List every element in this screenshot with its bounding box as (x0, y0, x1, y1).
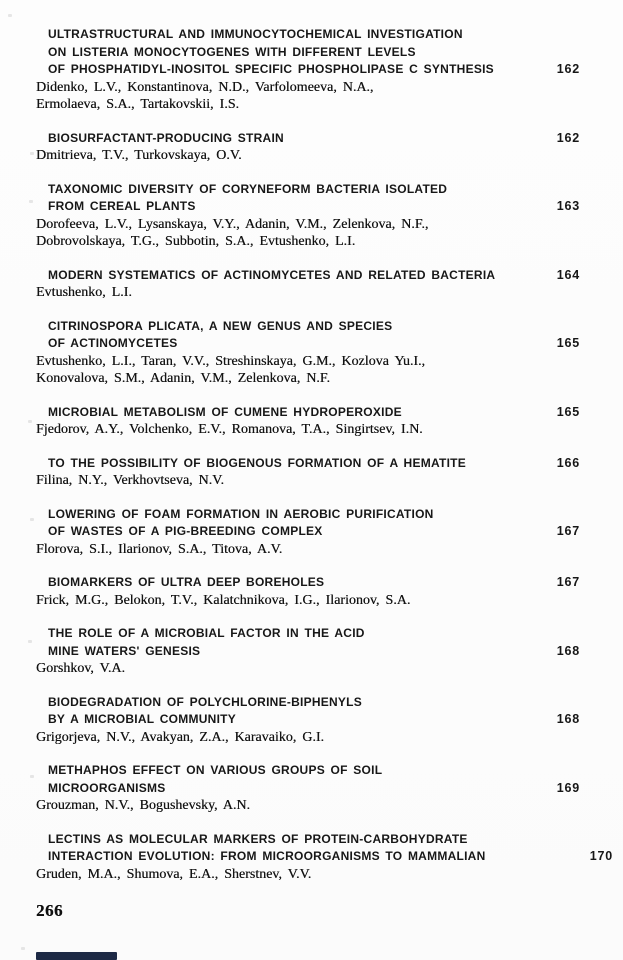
entry-authors-line: Grouzman, N.V., Bogushevsky, A.N. (36, 798, 250, 813)
entry-title-line: FROM CEREAL PLANTS (48, 199, 196, 213)
entry-authors (36, 147, 580, 165)
entry-authors-line: Grigorjeva, N.V., Avakyan, Z.A., Karavaiko, G.I. (36, 729, 325, 745)
book-page-number: 266 (36, 901, 63, 920)
entry-page-number: 163 (556, 199, 580, 213)
entry-authors-line: Konovalova, S.M., Adanin, V.M., Zelenkova, N.F. (36, 371, 330, 386)
entry-title (48, 574, 324, 592)
entry-head (36, 181, 580, 216)
entry-page-number: 166 (556, 455, 580, 470)
scan-speck (21, 947, 25, 950)
entry-head (36, 26, 580, 79)
scan-speck (28, 640, 32, 643)
entry-title-line: ON LISTERIA MONOCYTOGENES WITH DIFFERENT LEVELS (48, 44, 416, 59)
entry-authors-line: Gruden, M.A., Shumova, E.A., Sherstnev, V.V. (36, 866, 312, 882)
entry-title-line: THE ROLE OF A MICROBIAL FACTOR IN THE ACID (48, 626, 365, 640)
entry-authors (36, 472, 580, 490)
entry-title-line: LECTINS AS MOLECULAR MARKERS OF PROTEIN-CARBOHYDRATE (48, 831, 468, 846)
entry-title-line: BY A MICROBIAL COMMUNITY (48, 712, 236, 726)
entry-page-number: 168 (556, 712, 580, 726)
toc-entry (36, 694, 580, 747)
entry-title-line: TO THE POSSIBILITY OF BIOGENOUS FORMATION OF A HEMATITE (48, 455, 466, 470)
scan-speck (30, 775, 34, 778)
entry-authors (36, 216, 580, 251)
entry-head (36, 267, 580, 285)
entry-title-line: BIOMARKERS OF ULTRA DEEP BOREHOLES (48, 575, 325, 589)
entry-title-line: LOWERING OF FOAM FORMATION IN AEROBIC PURIFICATION (48, 506, 434, 521)
toc-entry (36, 831, 613, 884)
entry-title-line: BIODEGRADATION OF POLYCHLORINE-BIPHENYLS (48, 694, 363, 709)
entry-authors-line: Dmitrieva, T.V., Turkovskaya, O.V. (36, 148, 242, 163)
entry-title-line: MODERN SYSTEMATICS OF ACTINOMYCETES AND RELATED BACTERIA (48, 267, 496, 282)
entry-title (48, 318, 392, 353)
entry-authors-line: Fjedorov, A.Y., Volchenko, E.V., Romanova, T.A., Singirtsev, I.N. (36, 422, 423, 437)
entry-title (48, 506, 434, 541)
scan-speck (30, 518, 34, 521)
entry-head (36, 318, 580, 353)
entry-authors-line: Dobrovolskaya, T.G., Subbotin, S.A., Evtushenko, L.I. (36, 234, 356, 249)
entry-page-number: 168 (556, 643, 580, 658)
toc-entry (36, 181, 580, 251)
entry-page-number: 170 (589, 849, 613, 863)
entry-title-line: MICROORGANISMS (48, 780, 166, 795)
entry-authors (36, 592, 580, 610)
toc-entry (36, 130, 580, 165)
entry-title (48, 694, 362, 729)
entry-authors-line: Evtushenko, L.I. (36, 285, 132, 300)
entry-title (48, 625, 365, 660)
entry-title (48, 762, 382, 797)
scan-speck (28, 420, 32, 423)
entry-page-number: 162 (556, 62, 580, 76)
toc-entry (36, 267, 580, 302)
entry-authors (36, 353, 580, 388)
toc-entry (36, 506, 580, 559)
entry-authors-line: Florova, S.I., Ilarionov, S.A., Titova, A.V. (36, 541, 283, 557)
entry-authors (36, 421, 580, 439)
entry-title (48, 267, 495, 285)
entry-authors (36, 284, 580, 302)
entry-authors (36, 541, 580, 559)
entry-authors (36, 866, 580, 884)
entry-head (36, 625, 580, 660)
entry-head (36, 130, 580, 148)
entry-authors-line: Gorshkov, V.A. (36, 661, 125, 676)
entry-head (36, 762, 580, 797)
entry-head (36, 694, 580, 729)
entry-head (36, 831, 613, 866)
entry-title (48, 831, 486, 866)
entry-head (36, 404, 580, 422)
toc-entry (36, 574, 580, 609)
entry-title-line: OF WASTES OF A PIG-BREEDING COMPLEX (48, 524, 323, 538)
entry-title (48, 404, 402, 422)
entry-page-number: 165 (556, 336, 580, 350)
entry-authors-line: Frick, M.G., Belokon, T.V., Kalatchnikova, I.G., Ilarionov, S.A. (36, 592, 411, 608)
entry-page-number: 165 (556, 404, 580, 419)
entry-title (48, 130, 284, 148)
entry-authors (36, 797, 580, 815)
entry-title (48, 455, 466, 473)
toc-entry (36, 762, 580, 815)
toc-entry (36, 404, 580, 439)
entry-page-number: 162 (556, 130, 580, 145)
entry-title (48, 181, 447, 216)
scan-speck (29, 200, 33, 203)
entry-authors (36, 729, 580, 747)
entry-head (36, 574, 580, 592)
toc-entry (36, 455, 580, 490)
entry-authors-line: Dorofeeva, L.V., Lysanskaya, V.Y., Adanin, V.M., Zelenkova, N.F., (36, 216, 429, 232)
entry-head (36, 455, 580, 473)
entry-title-line: MINE WATERS' GENESIS (48, 643, 201, 658)
toc-entry (36, 318, 580, 388)
entry-authors-line: Didenko, L.V., Konstantinova, N.D., Varfolomeeva, N.A., (36, 79, 374, 95)
entry-page-number: 167 (556, 524, 580, 538)
toc-list (36, 26, 613, 883)
entry-authors (36, 660, 580, 678)
entry-authors-line: Ermolaeva, S.A., Tartakovskii, I.S. (36, 97, 240, 112)
toc-entry (36, 625, 580, 678)
entry-head (36, 506, 580, 541)
entry-title-line: METHAPHOS EFFECT ON VARIOUS GROUPS OF SOIL (48, 763, 383, 777)
entry-title-line: INTERACTION EVOLUTION: FROM MICROORGANISMS TO MAMMALIAN (48, 849, 486, 863)
entry-page-number: 164 (556, 267, 580, 282)
entry-page-number: 169 (556, 780, 580, 795)
scan-speck (8, 14, 12, 17)
entry-title-line: MICROBIAL METABOLISM OF CUMENE HYDROPEROXIDE (48, 404, 402, 419)
entry-title-line: OF PHOSPHATIDYL-INOSITOL SPECIFIC PHOSPHOLIPASE C SYNTHESIS (48, 62, 494, 76)
entry-title-line: ULTRASTRUCTURAL AND IMMUNOCYTOCHEMICAL INVESTIGATION (48, 27, 463, 41)
scan-artifact-bar (36, 952, 117, 960)
entry-title-line: TAXONOMIC DIVERSITY OF CORYNEFORM BACTERIA ISOLATED (48, 181, 448, 196)
entry-title-line: BIOSURFACTANT-PRODUCING STRAIN (48, 130, 284, 145)
entry-authors-line: Evtushenko, L.I., Taran, V.V., Streshinskaya, G.M., Kozlova Yu.I., (36, 353, 426, 369)
entry-title (48, 26, 494, 79)
entry-page-number: 167 (556, 575, 580, 589)
entry-authors (36, 79, 580, 114)
scan-speck (30, 152, 34, 155)
entry-title-line: OF ACTINOMYCETES (48, 336, 178, 350)
toc-entry (36, 26, 580, 114)
entry-authors-line: Filina, N.Y., Verkhovtseva, N.V. (36, 473, 224, 488)
entry-title-line: CITRINOSPORA PLICATA, A NEW GENUS AND SPECIES (48, 318, 393, 333)
